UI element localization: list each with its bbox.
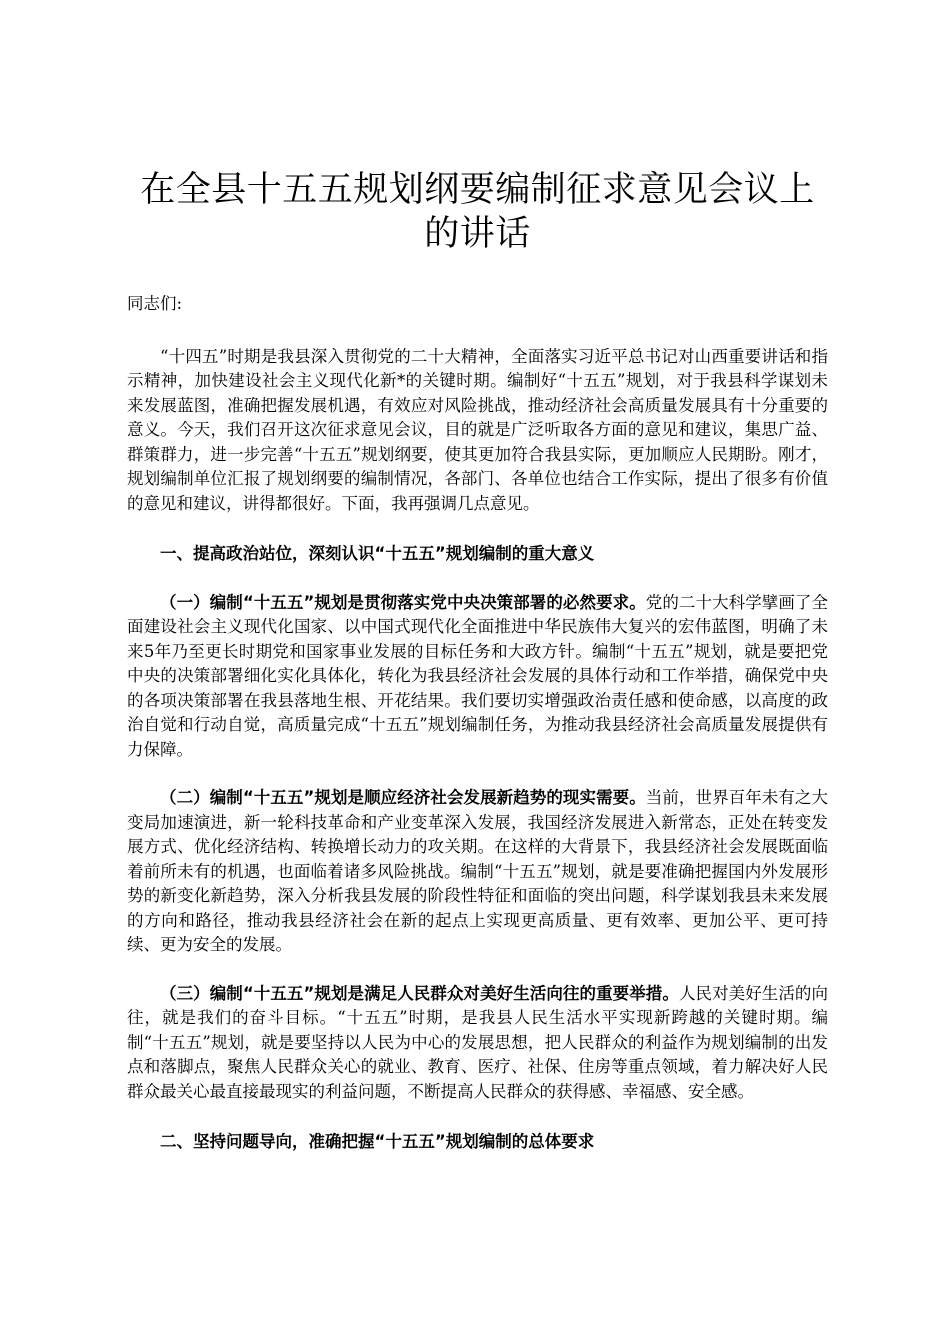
item-lead: （二）编制“十五五”规划是顺应经济社会发展新趋势的现实需要。 — [160, 788, 646, 807]
section-1-heading: 一、提高政治站位，深刻认识“十五五”规划编制的重大意义 — [160, 544, 595, 563]
item-text: 当前，世界百年未有之大变局加速演进，新一轮科技革命和产业变革深入发展，我国经济发展进入新常态，正处在转变发展方式、优化经济结构、转换增长动力的攻关期。在这样的大背景下，我县经济社会发展既面临着前所未有的机遇，也面临着诸多风险挑战。编制“十五五”规划，就是要准确把握国内外发展形势的新变化新趋势，深入分析我县发展的阶段性特征和面临的突出问题，科学谋划我县未来发展的方向和路径，推动我县经济社会在新的起点上实现更高质量、更有效率、更加公平、更可持续、更为安全的发展。 — [127, 788, 828, 954]
salutation: 同志们: — [127, 294, 183, 313]
section-1-item-1 — [127, 591, 828, 763]
section-1-item-3 — [127, 982, 828, 1105]
document-title: 在全县十五五规划纲要编制征求意见会议上的讲话 — [140, 170, 815, 254]
document-page — [127, 168, 828, 1155]
item-lead: （三）编制“十五五”规划是满足人民群众对美好生活向往的重要举措。 — [160, 983, 679, 1003]
item-text: 党的二十大科学擘画了全面建设社会主义现代化国家、以中国式现代化全面推进中华民族伟大复兴的宏伟蓝图，明确了未来5年乃至更长时期党和国家事业发展的目标任务和大政方针。编制“十五五”规划，就是要把党中央的决策部署细化实化具体化，转化为我县经济社会发展的具体行动和工作举措，确保党中央的各项决策部署在我县落地生根、开花结果。我们要切实增强政治责任感和使命感，以高度的政治自觉和行动自觉，高质量完成“十五五”规划编制任务，为推动我县经济社会高质量发展提供有力保障。 — [127, 592, 828, 759]
item-text: 人民对美好生活的向往，就是我们的奋斗目标。“十五五”时期，是我县人民生活水平实现新跨越的关键时期。编制“十五五”规划，就是要坚持以人民为中心的发展思想，把人民群众的利益作为规划编制的出发点和落脚点，聚焦人民群众关心的就业、教育、医疗、社保、住房等重点领域，着力解决好人民群众最关心最直接最现实的利益问题，不断提高人民群众的获得感、幸福感、安全感。 — [127, 983, 828, 1101]
intro-paragraph: “十四五”时期是我县深入贯彻党的二十大精神，全面落实习近平总书记对山西重要讲话和指示精神，加快建设社会主义现代化新*的关键时期。编制好“十五五”规划，对于我县科学谋划未来发展蓝图，准确把握发展机遇，有效应对风险挑战，推动经济社会高质量发展具有十分重要的意义。今天，我们召开这次征求意见会议，目的就是广泛听取各方面的意见和建议，集思广益、群策群力，进一步完善“十五五”规划纲要，使其更加符合我县实际，更加顺应人民期盼。刚才，规划编制单位汇报了规划纲要的编制情况，各部门、各单位也结合工作实际，提出了很多有价值的意见和建议，讲得都很好。下面，我再强调几点意见。 — [127, 346, 828, 513]
section-2-heading: 二、坚持问题导向，准确把握“十五五”规划编制的总体要求 — [160, 1132, 595, 1151]
item-lead: （一）编制“十五五”规划是贯彻落实党中央决策部署的必然要求。 — [160, 592, 646, 612]
section-1-item-2 — [127, 786, 828, 958]
